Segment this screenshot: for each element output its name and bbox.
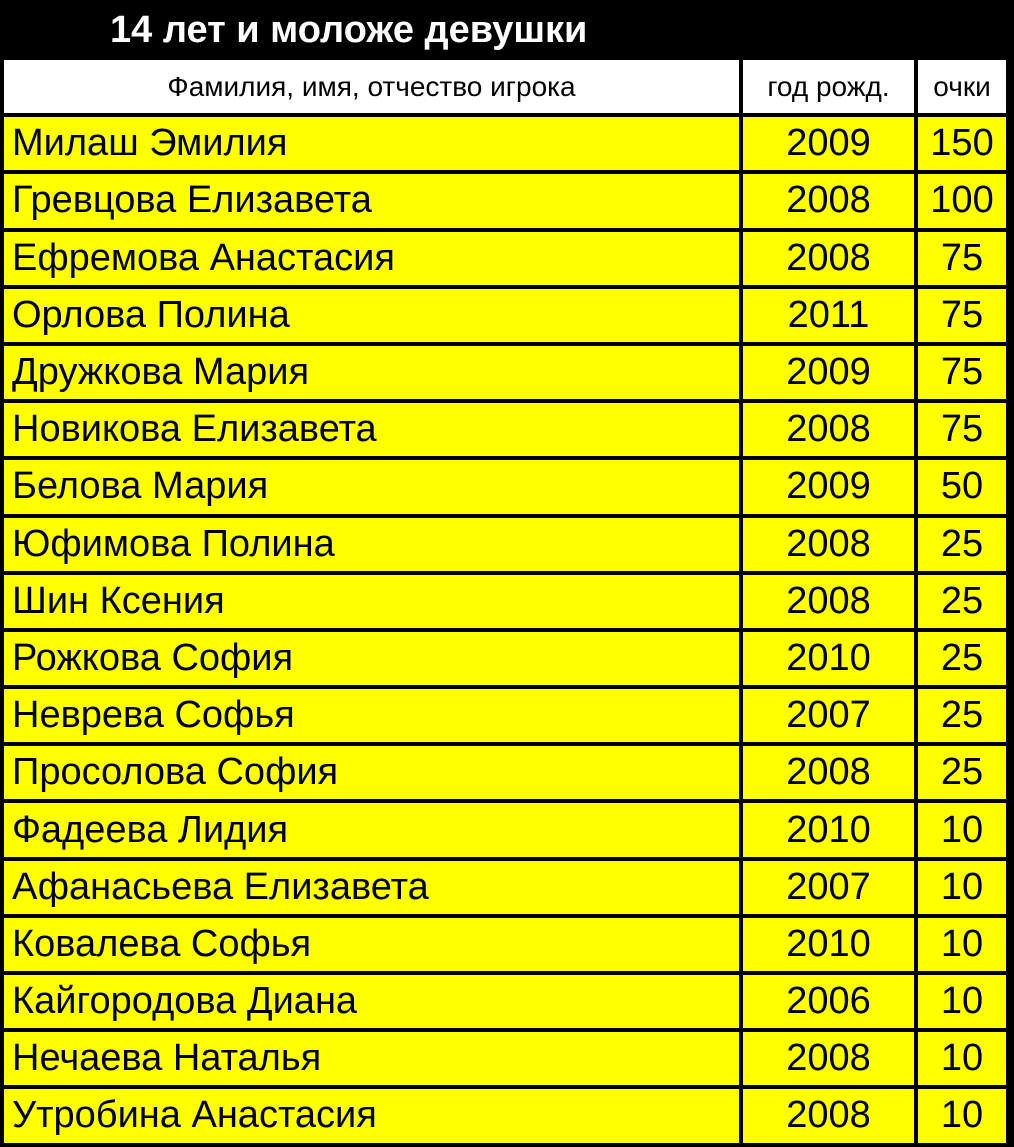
table-row [0, 232, 1014, 289]
points: 50 [918, 460, 1010, 517]
table-row [0, 174, 1014, 231]
player-name: Новикова Елизавета [4, 403, 743, 460]
points: 150 [918, 117, 1010, 174]
birth-year: 2008 [743, 1089, 918, 1146]
table-row [0, 1032, 1014, 1089]
table-row [0, 518, 1014, 575]
table-row [0, 403, 1014, 460]
points: 75 [918, 232, 1010, 289]
header-points: очки [918, 60, 1010, 117]
birth-year: 2010 [743, 632, 918, 689]
table-row [0, 803, 1014, 860]
player-name: Просолова София [4, 746, 743, 803]
points: 10 [918, 918, 1010, 975]
table-row [0, 632, 1014, 689]
points: 100 [918, 174, 1010, 231]
points: 25 [918, 746, 1010, 803]
birth-year: 2009 [743, 117, 918, 174]
birth-year: 2006 [743, 975, 918, 1032]
points: 10 [918, 861, 1010, 918]
table-row [0, 1089, 1014, 1146]
birth-year: 2008 [743, 575, 918, 632]
points: 10 [918, 975, 1010, 1032]
points: 10 [918, 1032, 1010, 1089]
points: 10 [918, 803, 1010, 860]
table-row [0, 289, 1014, 346]
birth-year: 2008 [743, 403, 918, 460]
points: 25 [918, 518, 1010, 575]
player-name: Кайгородова Диана [4, 975, 743, 1032]
player-name: Орлова Полина [4, 289, 743, 346]
birth-year: 2008 [743, 174, 918, 231]
birth-year: 2008 [743, 746, 918, 803]
player-name: Шин Ксения [4, 575, 743, 632]
player-name: Афанасьева Елизавета [4, 861, 743, 918]
player-name: Милаш Эмилия [4, 117, 743, 174]
header-year: год рожд. [743, 60, 918, 117]
points: 10 [918, 1089, 1010, 1146]
table-row [0, 689, 1014, 746]
player-name: Нечаева Наталья [4, 1032, 743, 1089]
table-row [0, 861, 1014, 918]
points: 25 [918, 689, 1010, 746]
birth-year: 2007 [743, 861, 918, 918]
table-row [0, 975, 1014, 1032]
birth-year: 2010 [743, 918, 918, 975]
header-row [0, 60, 1014, 117]
player-name: Юфимова Полина [4, 518, 743, 575]
table-row [0, 346, 1014, 403]
table-title: 14 лет и моложе девушки [110, 9, 588, 51]
player-name: Ковалева Софья [4, 918, 743, 975]
player-name: Гревцова Елизавета [4, 174, 743, 231]
player-name: Фадеева Лидия [4, 803, 743, 860]
points: 25 [918, 575, 1010, 632]
birth-year: 2009 [743, 460, 918, 517]
table-row [0, 746, 1014, 803]
points: 75 [918, 403, 1010, 460]
birth-year: 2008 [743, 1032, 918, 1089]
table-row [0, 575, 1014, 632]
results-table [0, 60, 1014, 1147]
header-name: Фамилия, имя, отчество игрока [4, 60, 743, 117]
player-name: Белова Мария [4, 460, 743, 517]
player-name: Неврева Софья [4, 689, 743, 746]
birth-year: 2007 [743, 689, 918, 746]
points: 75 [918, 289, 1010, 346]
birth-year: 2008 [743, 232, 918, 289]
table-row [0, 460, 1014, 517]
table-row [0, 918, 1014, 975]
player-name: Ефремова Анастасия [4, 232, 743, 289]
player-name: Утробина Анастасия [4, 1089, 743, 1146]
birth-year: 2011 [743, 289, 918, 346]
points: 25 [918, 632, 1010, 689]
points: 75 [918, 346, 1010, 403]
player-name: Рожкова София [4, 632, 743, 689]
birth-year: 2008 [743, 518, 918, 575]
birth-year: 2009 [743, 346, 918, 403]
player-name: Дружкова Мария [4, 346, 743, 403]
table-row [0, 117, 1014, 174]
birth-year: 2010 [743, 803, 918, 860]
